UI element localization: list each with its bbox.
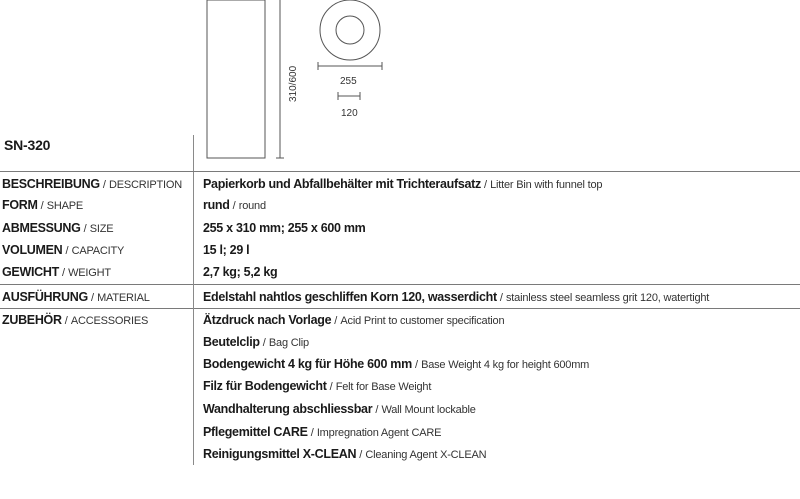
height-dimension-label: 310/600 <box>288 65 299 102</box>
top-view-inner-circle <box>336 16 364 44</box>
width-dimension-label: 255 <box>340 76 357 87</box>
spec-label: VOLUMEN <box>2 243 63 257</box>
spec-label-en: MATERIAL <box>97 292 150 304</box>
spec-value-en: stainless steel seamless grit 120, watertight <box>506 292 710 304</box>
spec-label: BESCHREIBUNG <box>2 177 100 191</box>
spec-label-en: DESCRIPTION <box>108 179 182 191</box>
divider-top <box>0 171 800 172</box>
spec-value-en: Acid Print to customer specification <box>340 315 505 327</box>
accessory-name-en: Base Weight 4 kg for height 600mm <box>421 359 590 371</box>
spec-label: FORM <box>2 198 38 212</box>
accessory-name-en: Cleaning Agent X-CLEAN <box>365 449 487 461</box>
spec-row-size: ABMESSUNG / SIZE 255 x 310 mm; 255 x 600 mm <box>2 221 366 235</box>
spec-row-description: BESCHREIBUNG / DESCRIPTION Papierkorb und Abfallbehälter mit Trichteraufsatz / Litter Bin with funnel top <box>2 177 603 191</box>
accessory-item: Reinigungsmittel X-CLEAN / Cleaning Agent X-CLEAN <box>203 447 487 461</box>
spec-value: Ätzdruck nach Vorlage <box>203 313 332 327</box>
accessory-name: Bodengewicht 4 kg für Höhe 600 mm <box>203 357 412 371</box>
accessory-name-en: Wall Mount lockable <box>381 404 476 416</box>
spec-label-en: SHAPE <box>46 200 84 212</box>
spec-row-material: AUSFÜHRUNG / MATERIAL Edelstahl nahtlos geschliffen Korn 120, wasserdicht / stainless steel seamless grit 120, watertight <box>2 290 710 304</box>
spec-value: 15 l; 29 l <box>203 243 250 257</box>
model-number: SN-320 <box>4 137 51 153</box>
spec-value-en: Litter Bin with funnel top <box>490 179 603 191</box>
accessory-name-en: Bag Clip <box>268 337 309 349</box>
accessory-item: Wandhalterung abschliessbar / Wall Mount lockable <box>203 402 476 416</box>
accessory-item: Bodengewicht 4 kg für Höhe 600 mm / Base Weight 4 kg for height 600mm <box>203 357 590 371</box>
spec-label: ZUBEHÖR <box>2 313 62 327</box>
spec-label-en: WEIGHT <box>68 267 111 279</box>
technical-drawing <box>0 0 800 170</box>
side-view-outline <box>207 0 265 158</box>
inner-dimension-label: 120 <box>341 108 358 119</box>
spec-value: 255 x 310 mm; 255 x 600 mm <box>203 221 366 235</box>
spec-row-shape: FORM / SHAPE rund / round <box>2 198 266 212</box>
spec-value: 2,7 kg; 5,2 kg <box>203 265 278 279</box>
accessory-item: Pflegemittel CARE / Impregnation Agent CARE <box>203 425 442 439</box>
spec-value-en: round <box>238 200 266 212</box>
accessory-name: Filz für Bodengewicht <box>203 379 327 393</box>
top-view-outer-circle <box>320 0 380 60</box>
accessory-name-en: Felt for Base Weight <box>335 381 432 393</box>
accessory-item: Filz für Bodengewicht / Felt for Base Weight <box>203 379 432 393</box>
spec-row-capacity: VOLUMEN / CAPACITY 15 l; 29 l <box>2 243 250 257</box>
spec-value: Papierkorb und Abfallbehälter mit Trichteraufsatz <box>203 177 481 191</box>
spec-label: GEWICHT <box>2 265 59 279</box>
accessory-name: Wandhalterung abschliessbar <box>203 402 373 416</box>
accessory-name: Reinigungsmittel X-CLEAN <box>203 447 357 461</box>
spec-label-en: ACCESSORIES <box>70 315 149 327</box>
divider-vertical-top <box>193 135 194 171</box>
spec-label-en: SIZE <box>89 223 114 235</box>
accessory-name-en: Impregnation Agent CARE <box>316 427 442 439</box>
spec-row-weight: GEWICHT / WEIGHT 2,7 kg; 5,2 kg <box>2 265 278 279</box>
accessory-name: Pflegemittel CARE <box>203 425 308 439</box>
spec-row-accessories: ZUBEHÖR / ACCESSORIES Ätzdruck nach Vorlage / Acid Print to customer specification <box>2 313 505 327</box>
spec-label: ABMESSUNG <box>2 221 81 235</box>
divider-mid <box>0 284 800 285</box>
accessory-name: Beutelclip <box>203 335 260 349</box>
spec-label: AUSFÜHRUNG <box>2 290 88 304</box>
spec-label-en: CAPACITY <box>71 245 125 257</box>
accessory-item: Beutelclip / Bag Clip <box>203 335 309 349</box>
spec-value: Edelstahl nahtlos geschliffen Korn 120, wasserdicht <box>203 290 497 304</box>
spec-value: rund <box>203 198 230 212</box>
